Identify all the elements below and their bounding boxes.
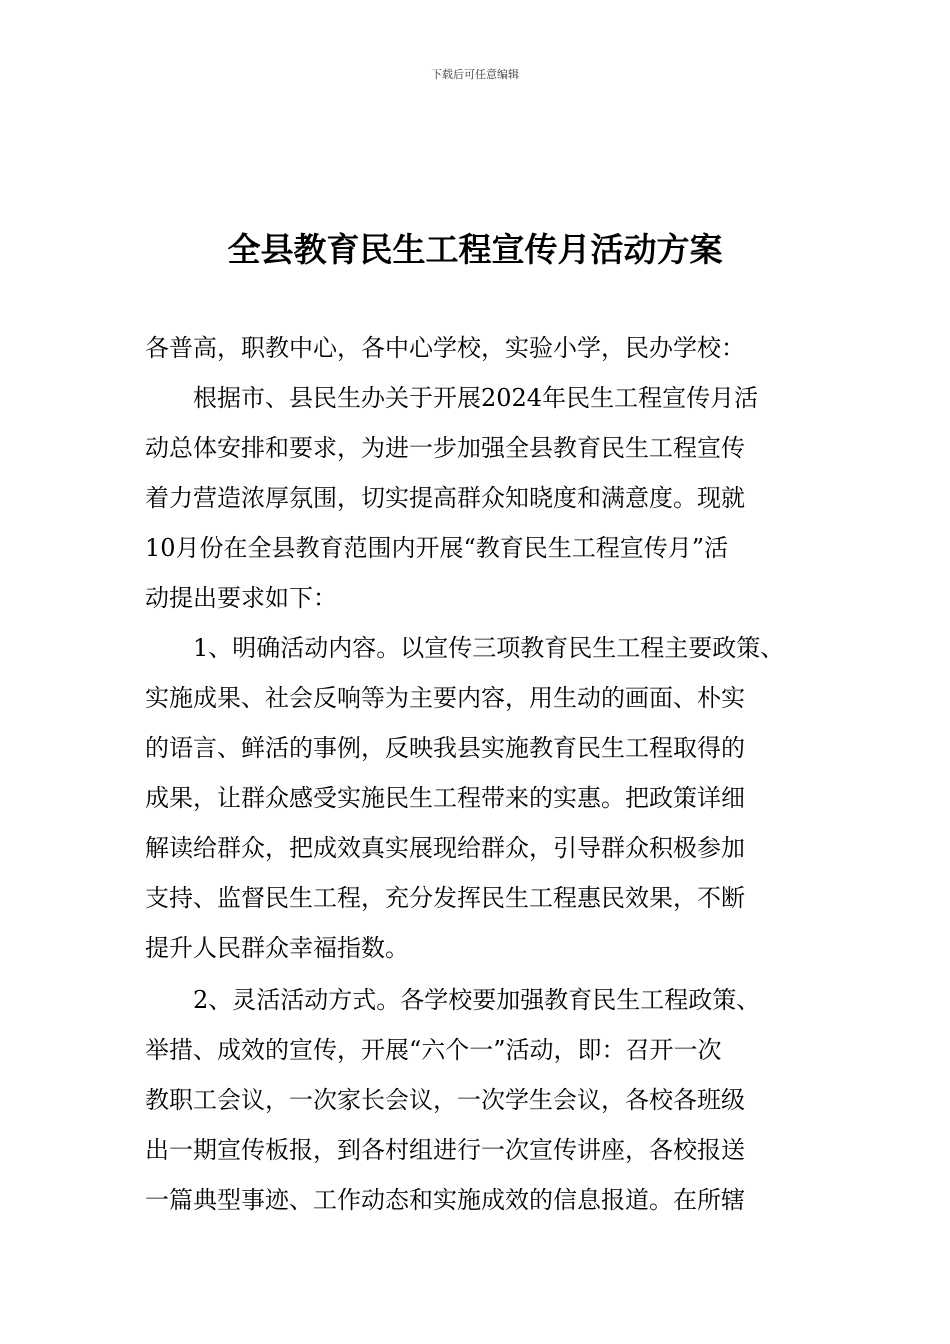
body-line: 支持、监督民生工程，充分发挥民生工程惠民效果，不断 xyxy=(145,884,745,912)
body-line: 解读给群众，把成效真实展现给群众，引导群众积极参加 xyxy=(145,834,745,862)
body-line: 动总体安排和要求，为进一步加强全县教育民生工程宣传 xyxy=(145,434,745,462)
body-line: 出一期宣传板报，到各村组进行一次宣传讲座，各校报送 xyxy=(145,1136,745,1164)
body-line: 1、明确活动内容。以宣传三项教育民生工程主要政策、 xyxy=(145,634,785,662)
body-line: 的语言、鲜活的事例，反映我县实施教育民生工程取得的 xyxy=(145,734,745,762)
body-line: 成果，让群众感受实施民生工程带来的实惠。把政策详细 xyxy=(145,784,745,812)
body-line: 举措、成效的宣传，开展“六个一”活动，即：召开一次 xyxy=(145,1036,722,1064)
body-line: 实施成果、社会反响等为主要内容，用生动的画面、朴实 xyxy=(145,684,745,712)
document-title: 全县教育民生工程宣传月活动方案 xyxy=(227,230,723,269)
body-line: 10月份在全县教育范围内开展“教育民生工程宣传月”活 xyxy=(145,534,729,562)
body-line: 提升人民群众幸福指数。 xyxy=(145,934,409,962)
body-line: 一篇典型事迹、工作动态和实施成效的信息报道。在所辖 xyxy=(145,1186,745,1214)
body-line: 动提出要求如下： xyxy=(145,584,337,612)
body-line: 着力营造浓厚氛围，切实提高群众知晓度和满意度。现就 xyxy=(145,484,745,512)
body-line: 教职工会议，一次家长会议，一次学生会议，各校各班级 xyxy=(145,1086,745,1114)
header-note: 下载后可任意编辑 xyxy=(431,68,519,81)
body-line: 2、灵活活动方式。各学校要加强教育民生工程政策、 xyxy=(145,986,761,1014)
body-line: 根据市、县民生办关于开展2024年民生工程宣传月活 xyxy=(145,384,759,412)
document-body xyxy=(145,323,810,1225)
salutation-line: 各普高，职教中心，各中心学校，实验小学，民办学校： xyxy=(145,334,745,362)
